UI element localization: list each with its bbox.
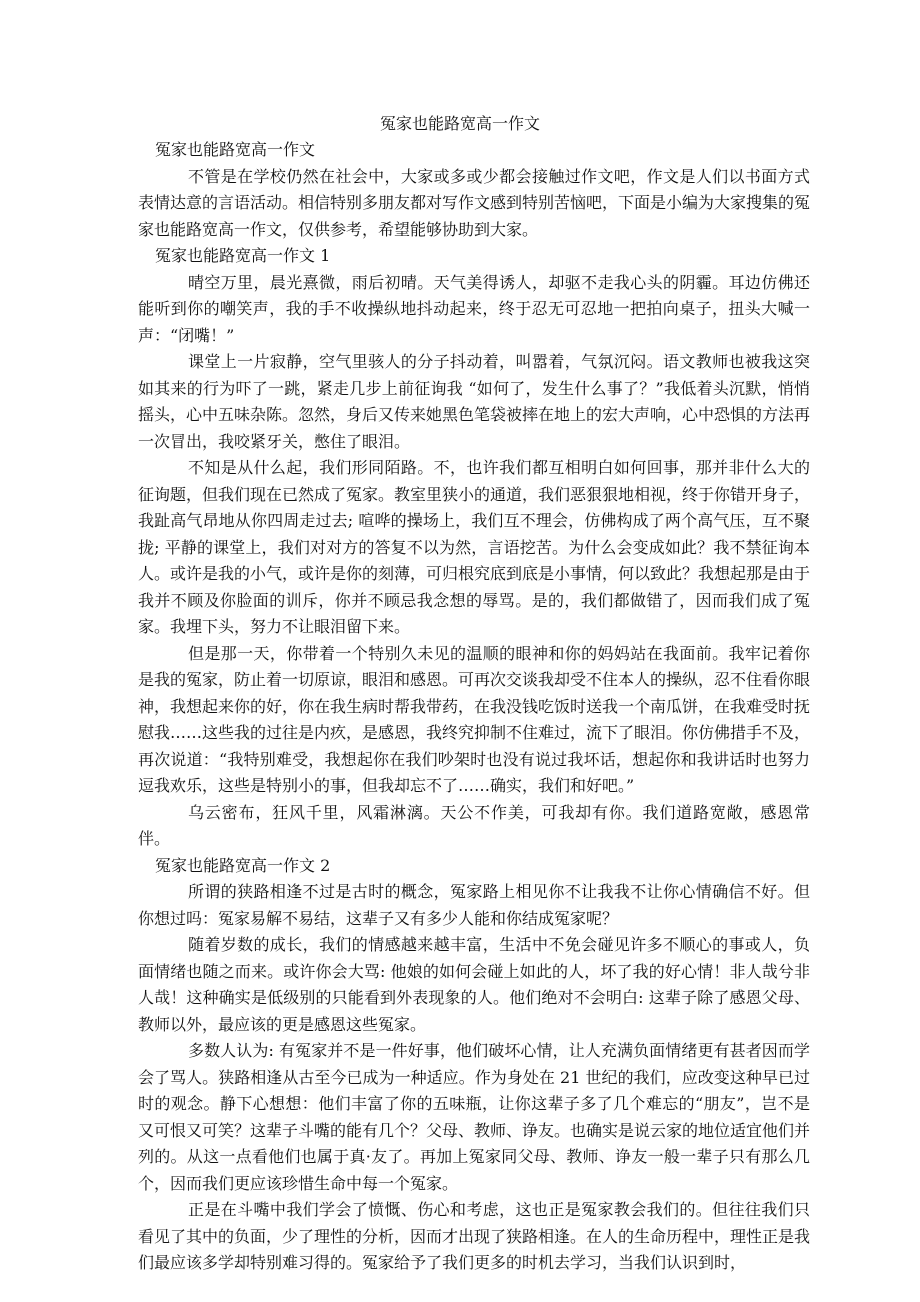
body-paragraph: 不知是从什么起，我们形同陌路。不，也许我们都互相明白如何回事，那并非什么大的征询题，但我们现在已然成了冤家。教室里狭小的通道，我们恶狠狠地相视，终于你错开身子，我趾高气昂地从你四周走过去; 喧哗的操场上，我们互不理会，仿佛构成了两个高气压，互不聚拢; 平静的课堂上，我们对对方的答复不以为然，言语挖苦。为什么会变成如此？我不禁征询本人。或许是我的小气，或许是你的刻薄，可归根究底到底是小事情，何以致此？我想起那是由于我并不顾及你脸面的训斥，你并不顾忌我念想的辱骂。是的，我们都做错了，因而我们成了冤家。我埋下头，努力不让眼泪留下来。 (138, 458, 811, 636)
body-paragraph: 乌云密布，狂风千里，风霜淋漓。天公不作美，可我却有你。我们道路宽敞，感恩常伴。 (138, 802, 810, 848)
body-paragraph: 正是在斗嘴中我们学会了愤慨、伤心和考虑，这也正是冤家教会我们的。但往往我们只看见了其中的负面，少了理性的分析，因而才出现了狭路相逢。在人的生命历程中，理性正是我们最应该多学却特别难习得的。冤家给予了我们更多的时机去学习，当我们认识到时， (138, 1200, 811, 1272)
body-paragraph: 课堂上一片寂静，空气里骇人的分子抖动着，叫嚣着，气氛沉闷。语文教师也被我这突如其来的行为吓了一跳，紧走几步上前征询我 “如何了，发生什么事了？”我低着头沉默，悄悄摇头，心中五味杂陈。忽然，身后又传来她黑色笔袋被摔在地上的宏大声响，心中恐惧的方法再一次冒出，我咬紧牙关，憋住了眼泪。 (138, 352, 811, 451)
section-heading: 冤家也能路宽高一作文 1 (155, 246, 331, 265)
document-body (138, 137, 810, 1277)
body-paragraph: 不管是在学校仍然在社会中，大家或多或少都会接触过作文吧，作文是人们以书面方式表情达意的言语活动。相信特别多朋友都对写作文感到特别苦恼吧，下面是小编为大家搜集的冤家也能路宽高一作文，仅供参考，希望能够协助到大家。 (138, 166, 811, 239)
body-paragraph: 随着岁数的成长，我们的情感越来越丰富，生活中不免会碰见许多不顺心的事或人，负面情绪也随之而来。或许你会大骂: 他娘的如何会碰上如此的人，坏了我的好心情！非人哉兮非人哉！这种确实是低级别的只能看到外表现象的人。他们绝对不会明白: 这辈子除了感恩父母、教师以外，最应该的更是感恩这些冤家。 (138, 935, 810, 1034)
body-paragraph: 多数人认为: 有冤家并不是一件好事，他们破坏心情，让人充满负面情绪更有甚者因而学会了骂人。狭路相逢从古至今已成为一种适应。作为身处在 21 世纪的我们，应改变这种早已过时的观念。静下心想想：他们丰富了你的五味瓶，让你这辈子多了几个难忘的“朋友”，岂不是又可恨又可笑？这辈子斗嘴的能有几个？父母、教师、诤友。也确实是说云家的地位适宜他们并列的。从这一点看他们也属于真·友了。再加上冤家同父母、教师、诤友一般一辈子只有那么几个，因而我们更应该珍惜生命中每一个冤家。 (138, 1041, 811, 1193)
body-paragraph: 晴空万里，晨光熹微，雨后初晴。天气美得诱人，却驱不走我心头的阴霾。耳边仿佛还能听到你的嘲笑声，我的手不收操纵地抖动起来，终于忍无可忍地一把拍向桌子，扭头大喊一声：“闭嘴！” (138, 272, 810, 345)
body-paragraph: 但是那一天，你带着一个特别久未见的温顺的眼神和你的妈妈站在我面前。我牢记着你是我的冤家，防止着一切原谅，眼泪和感恩。可再次交谈我却受不住本人的操纵，忍不住看你眼神，我想起来你的好，你在我生病时帮我带药，在我没钱吃饭时送我一个南瓜饼，在我难受时抚慰我……这些我的过往是内疚，是感恩，我终究抑制不住难过，流下了眼泪。你仿佛措手不及，再次说道：“我特别难受，我想起你在我们吵架时也没有说过我坏话，想起你和我讲话时也努力逗我欢乐，这些是特别小的事，但我却忘不了……确实，我们和好吧。” (138, 643, 811, 795)
section-heading: 冤家也能路宽高一作文 (155, 140, 316, 159)
body-paragraph: 所谓的狭路相逢不过是古时的概念，冤家路上相见你不让我我不让你心情确信不好。但你想过吗：冤家易解不易结，这辈子又有多少人能和你结成冤家呢？ (138, 882, 810, 928)
section-heading: 冤家也能路宽高一作文 2 (155, 855, 331, 875)
document-title: 冤家也能路宽高一作文 (379, 114, 540, 133)
